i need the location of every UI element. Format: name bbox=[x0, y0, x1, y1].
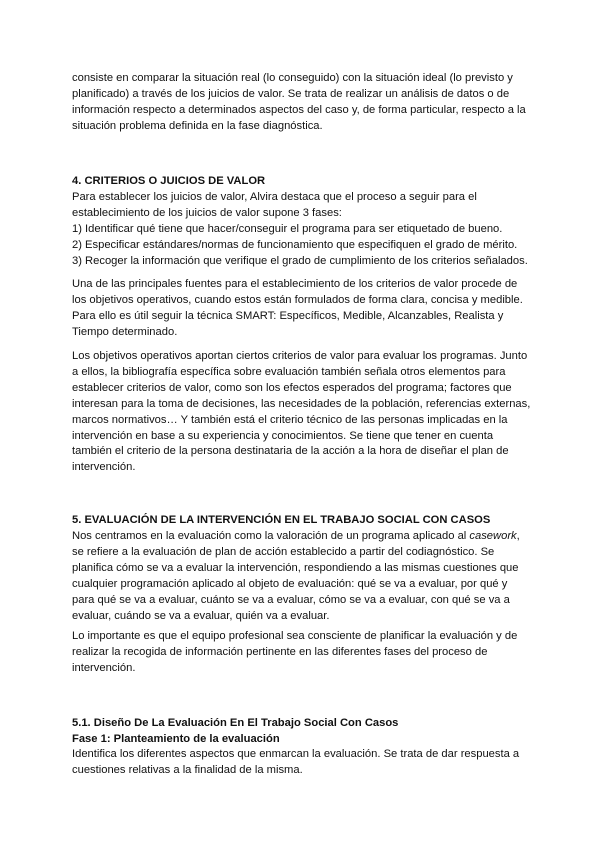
text-line: Lo importante es que el equipo profesional sea consciente de planificar la evaluación y de bbox=[72, 630, 518, 642]
text-line: realizar la recogida de información pertinente en las diferentes fases del proceso de bbox=[72, 645, 488, 658]
text-line: se refiere a la evaluación de plan de acción establecido a partir del codiagnóstico. Se bbox=[72, 545, 495, 558]
text-line: cualquier programación aplicado al objeto de evaluación: qué se va a evaluar, por qué y bbox=[72, 577, 508, 590]
text-line: Para establecer los juicios de valor, Alvira destaca que el proceso a seguir para el bbox=[72, 191, 477, 203]
intro-paragraph bbox=[72, 71, 526, 135]
phase-1-paragraph bbox=[72, 747, 519, 779]
text-line: intervención. bbox=[72, 661, 136, 674]
text-line: a ellos, la bibliografía específica sobre evaluación también señala otros elementos para bbox=[72, 365, 506, 378]
text-line: Tiempo determinado. bbox=[72, 325, 178, 338]
text-line: cuestiones relativas a la finalidad de la misma. bbox=[72, 763, 303, 776]
section-5-heading: 5. EVALUACIÓN DE LA INTERVENCIÓN EN EL TRABAJO SOCIAL CON CASOS bbox=[72, 514, 491, 526]
text-line: información respecto a determinados aspectos del caso y, de forma particular, respecto a la bbox=[72, 103, 526, 116]
text-line: consiste en comparar la situación real (lo conseguido) con la situación ideal (lo previsto y bbox=[72, 72, 513, 84]
text-line: establecimiento de los juicios de valor supone 3 fases: bbox=[72, 206, 342, 219]
italic-term: casework bbox=[469, 530, 517, 542]
text-line: marcos normativos… Y también está el criterio técnico de las personas implicadas en la bbox=[72, 413, 508, 426]
text-line: también el criterio de la persona destinataria de la acción a la hora de diseñar el plan de bbox=[72, 445, 509, 458]
text-line: intervención. bbox=[72, 461, 136, 474]
section-5-paragraph-1 bbox=[72, 529, 520, 624]
list-item: 3) Recoger la información que verifique el grado de cumplimiento de los criterios señalados. bbox=[72, 254, 528, 267]
text-line: establecer criterios de valor, como son los efectos esperados del programa; factores que bbox=[72, 381, 512, 394]
text-line: Una de las principales fuentes para el establecimiento de los criterios de valor procede de bbox=[72, 278, 518, 290]
text-line: planificado) a través de los juicios de valor. Se trata de realizar un análisis de datos o de bbox=[72, 87, 510, 100]
section-5-1-heading: 5.1. Diseño De La Evaluación En El Trabajo Social Con Casos bbox=[72, 717, 399, 729]
list-item: 1) Identificar qué tiene que hacer/conseguir el programa para ser etiquetado de bueno. bbox=[72, 222, 503, 235]
text-line: los objetivos operativos, cuando estos están formulados de forma clara, concisa y medible. bbox=[72, 293, 523, 306]
section-4-heading: 4. CRITERIOS O JUICIOS DE VALOR bbox=[72, 175, 266, 187]
section-4-paragraph-2 bbox=[72, 277, 523, 341]
text-line bbox=[72, 529, 520, 545]
section-5-paragraph-2 bbox=[72, 629, 517, 677]
text-line: Para ello es útil seguir la técnica SMART: Específicos, Medible, Alcanzables, Realista y bbox=[72, 309, 504, 322]
text-line: planifica cómo se va a evaluar la intervención, respondiendo a las mismas cuestiones que bbox=[72, 561, 519, 574]
text-line: evaluar, cuándo se va a evaluar, quién va a evaluar. bbox=[72, 609, 330, 622]
phase-1-subheading: Fase 1: Planteamiento de la evaluación bbox=[72, 733, 280, 745]
text-run: , bbox=[516, 530, 520, 542]
text-line: situación problema definida en la fase diagnóstica. bbox=[72, 119, 323, 132]
section-4-paragraph-3 bbox=[72, 349, 530, 476]
text-line: intervención en base a su experiencia y conocimientos. Se tiene que tener en cuenta bbox=[72, 429, 494, 442]
text-line: para qué se va a evaluar, cuánto se va a evaluar, cómo se va a evaluar, con qué se va a bbox=[72, 593, 510, 606]
text-run: Nos centramos en la evaluación como la valoración de un programa aplicado al bbox=[72, 530, 470, 542]
text-line: Identifica los diferentes aspectos que enmarcan la evaluación. Se trata de dar respuesta a bbox=[72, 748, 520, 760]
section-4-paragraph-1 bbox=[72, 190, 528, 270]
text-line: interesan para la toma de decisiones, las necesidades de la población, referencias externas, bbox=[72, 397, 531, 410]
list-item: 2) Especificar estándares/normas de funcionamiento que especifiquen el grado de mérito. bbox=[72, 238, 518, 251]
text-line: Los objetivos operativos aportan ciertos criterios de valor para evaluar los programas. Junto bbox=[72, 350, 528, 362]
